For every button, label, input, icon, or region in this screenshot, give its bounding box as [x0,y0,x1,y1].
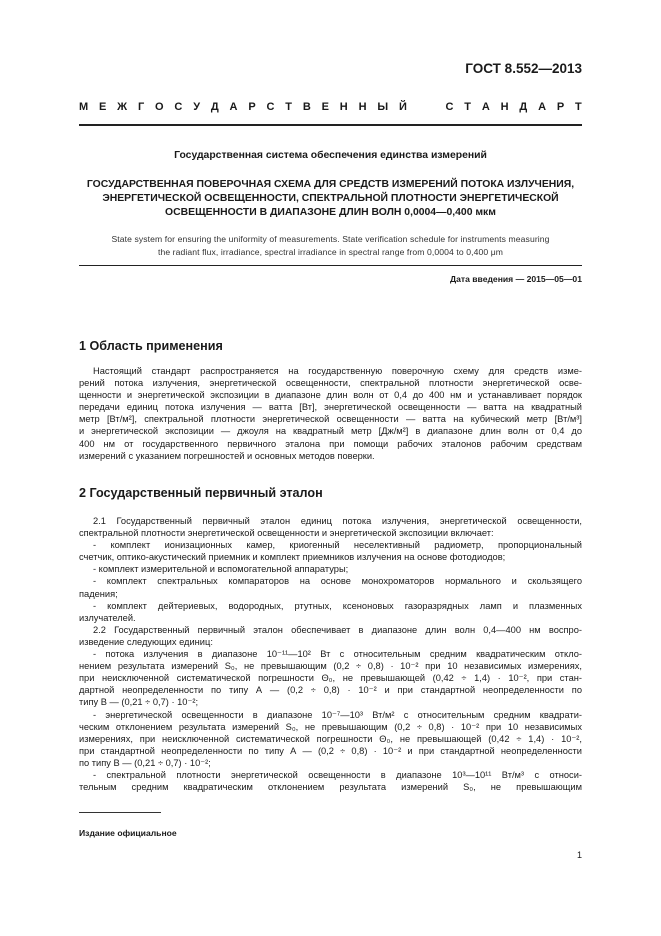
banner-letter: Н [339,101,348,113]
header-divider [79,124,582,126]
text-line: измерениях, при неисключенной систематической погрешности Θ₀, не превышающей (0,42 ÷ 1,4) · 10⁻², [79,733,582,744]
banner-letter [432,101,435,113]
banner-letter: Н [500,101,509,113]
effective-date: Дата введения — 2015—05—01 [449,274,582,284]
banner-letter: Е [321,101,329,113]
system-title: Государственная система обеспечения единства измерений [174,150,487,161]
banner-letter: А [229,101,238,113]
text-line: измерений с указанием погрешностей и основных методов поверки. [79,450,375,461]
text-line: 400 нм от государственного первичного эталона при помощи рабочих эталонов рабочим средствам [79,438,582,449]
main-title-line: ГОСУДАРСТВЕННАЯ ПОВЕРОЧНАЯ СХЕМА ДЛЯ СРЕДСТВ ИЗМЕРЕНИЙ ПОТОКА ИЗЛУЧЕНИЯ, [86,179,575,190]
standard-code: ГОСТ 8.552—2013 [465,61,582,76]
text-line: 2.1 Государственный первичный эталон единиц потока излучения, энергетической освещенности, [93,516,582,526]
banner-letter: У [193,101,201,113]
text-line: счетчик, оптико-акустический приемник и комплект приемников излучения на основе фотодиодов; [79,552,506,563]
interstate-standard-banner [79,101,582,113]
footer-divider [79,812,161,813]
banner-letter: Г [137,101,145,113]
text-line: спектральной плотности энергетической освещенности и энергетической экспозиции включает: [79,528,494,539]
text-line: по типу В — (0,21 ÷ 0,7) · 10⁻²; [79,757,211,768]
text-line: щенности и энергетической экспозиции в диапазоне длин волн от 0,4 до 400 нм и устанавливает порядок [79,390,582,401]
text-line: тельным средним квадратическим отклонением результата измерений S₀, не превышающим [79,782,582,793]
text-line: - комплект спектральных компараторов на основе монохроматоров нормального и скользящего [93,576,582,587]
banner-letter: А [481,101,490,113]
english-title [79,233,582,259]
banner-letter: Т [285,101,293,113]
text-line: рений потока излучения, энергетической освещенности, спектральной плотности энергетической осве- [79,378,582,389]
text-line: излучателей. [79,612,136,623]
text-line: - потока излучения в диапазоне 10⁻¹¹—10² Вт с относительным средним квадратическим откло- [93,649,582,660]
banner-letter [418,101,421,113]
banner-letter: Д [519,101,528,113]
main-title [79,178,582,220]
text-line: ческим отклонением результата измерений S₀, не превышающим (0,2 ÷ 0,8) · 10⁻² при 10 независимых [79,721,582,732]
section-1-heading: 1 Область применения [79,339,223,353]
text-line: - комплект измерительной и вспомогательной аппаратуры; [93,564,349,575]
banner-letter: Е [99,101,107,113]
banner-letter: С [266,101,275,113]
text-line: дартной неопределенности по типу А — (0,2 ÷ 0,8) · 10⁻² и при стандартной неопределенности по [79,685,582,696]
main-title-line: ЭНЕРГЕТИЧЕСКОЙ ОСВЕЩЕННОСТИ, СПЕКТРАЛЬНОЙ ПЛОТНОСТИ ЭНЕРГЕТИЧЕСКОЙ [102,193,559,204]
banner-letter: О [155,101,164,113]
text-line: метр [Вт/м²], спектральной плотности энергетической освещенности — ватта на кубический метр [Вт/м³] [79,414,582,425]
text-line: - энергетической освещенности в диапазоне 10⁻⁷—10³ Вт/м² с относительным средним квадрати- [93,709,582,720]
text-line: - спектральной плотности энергетической освещенности в диапазоне 10³—10¹¹ Вт/м³ с относи- [93,769,582,780]
section-2-body [79,515,582,793]
text-line: - комплект ионизационных камер, криогенный неселективный радиометр, пропорциональный [93,540,582,551]
banner-letter: Т [464,101,471,113]
text-line: при стандартной неопределенности по типу А — (0,2 ÷ 0,8) · 10⁻² и при стандартной неопределенности [79,745,582,756]
text-line: Настоящий стандарт распространяется на государственную поверочную схему для средств изме- [93,366,582,376]
page-number: 1 [576,850,582,860]
banner-letter: А [538,101,547,113]
text-line: падения; [79,588,118,599]
text-line: - комплект дейтериевых, водородных, ртутных, ксеноновых газоразрядных ламп и плазменных [93,600,582,611]
banner-letter: С [445,101,454,113]
banner-letter: Н [358,101,367,113]
banner-letter: Й [398,101,407,113]
banner-letter: Т [575,101,582,113]
section-1-body [79,365,582,462]
text-line: передачи единиц потока излучения — ватта [Вт], энергетической освещенности — ватта на квадратный [79,402,582,413]
banner-letter: Ж [117,101,128,113]
english-title-line: the radiant flux, irradiance, spectral irradiance in spectral range from 0,0004 to 0,400 μm [157,247,504,257]
text-line: и энергетической экспозиции — джоуля на квадратный метр [Дж/м²] в диапазоне длин волн от 0,4 до [79,426,582,437]
text-line: 2.2 Государственный первичный эталон обеспечивает в диапазоне длин волн 0,4—400 нм воспро- [93,624,582,635]
text-line: типу В — (0,21 ÷ 0,7) · 10⁻²; [79,697,199,708]
banner-letter: Д [210,101,219,113]
banner-letter: М [79,101,89,113]
section-2-heading: 2 Государственный первичный эталон [79,486,323,500]
text-line: изведение следующих единиц: [79,636,213,647]
official-edition-label: Издание официальное [79,828,177,838]
banner-letter: Р [248,101,256,113]
text-line: нением результата измерений S₀, не превышающим (0,2 ÷ 0,8) · 10⁻² при 10 независимых измерениях, [79,661,582,672]
banner-letter: Ы [377,101,389,113]
title-divider [79,265,582,266]
banner-letter: С [174,101,183,113]
main-title-line: ОСВЕЩЕННОСТИ В ДИАПАЗОНЕ ДЛИН ВОЛН 0,0004—0,400 мкм [165,207,496,218]
text-line: при неисключенной систематической погрешности Θ₀, не превышающей (0,42 ÷ 1,4) · 10⁻², при стан- [79,673,582,684]
english-title-line: State system for ensuring the uniformity of measurements. State verification schedule for instruments measuring [111,234,550,244]
banner-letter: В [302,101,311,113]
banner-letter: Р [556,101,565,113]
